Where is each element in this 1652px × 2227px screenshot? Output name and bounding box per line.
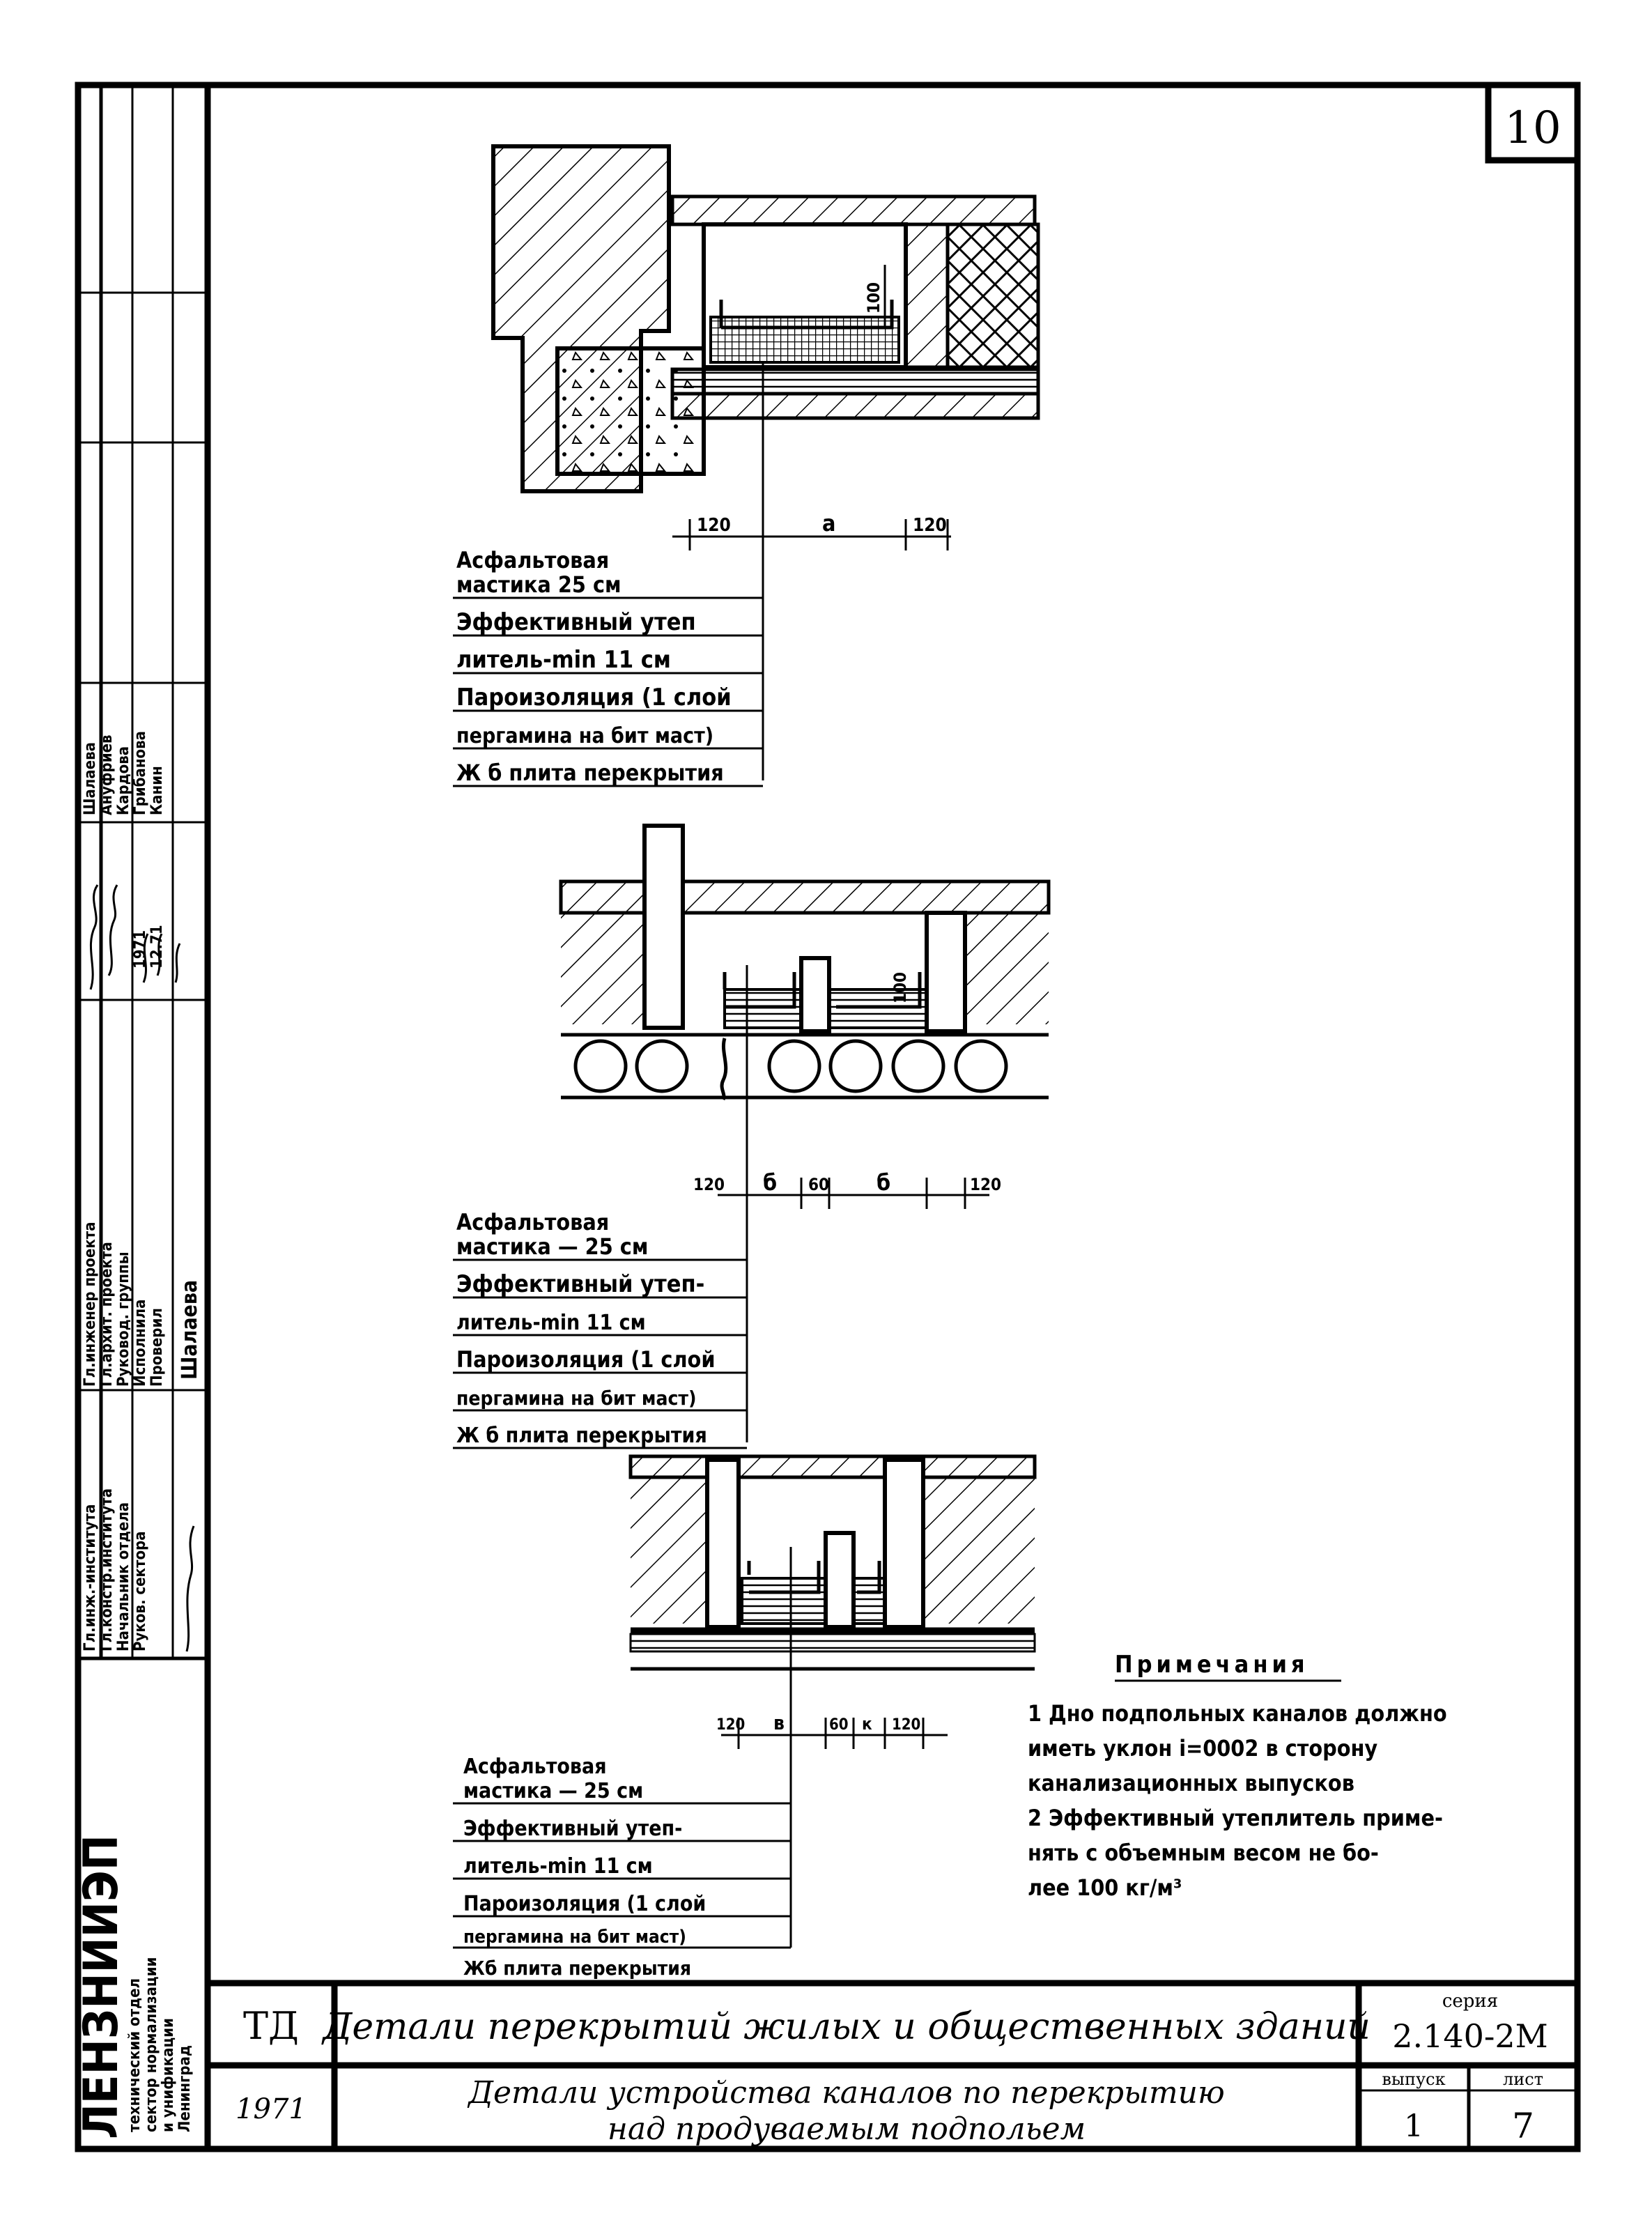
detail-1-layer-7: Ж б плита перекрытия xyxy=(456,760,724,786)
title-year: 1971 xyxy=(236,2093,307,2125)
notes-title: Примечания xyxy=(1115,1651,1309,1679)
role-mid-2: Руков. сектора xyxy=(132,1531,149,1651)
detail-3-layer-1: Асфальтовая xyxy=(463,1755,607,1779)
title-line-1: Детали перекрытий жилых и общественных зданий xyxy=(323,2006,1371,2048)
detail-3-dim-4: к xyxy=(862,1714,872,1734)
detail-2-dim-5: 120 xyxy=(970,1175,1002,1194)
detail-3-drawing xyxy=(453,1456,1035,1980)
detail-2-layer-4: литель-min 11 см xyxy=(456,1311,646,1335)
issue-value: 1 xyxy=(1404,2109,1423,2144)
series-label: серия xyxy=(1442,1991,1499,2012)
detail-1-layer-1: Асфальтовая xyxy=(456,547,610,573)
org-sub-3: и унификации xyxy=(160,2018,177,2132)
detail-3-layer-4: литель-min 11 см xyxy=(463,1854,653,1879)
detail-1-dims xyxy=(672,510,951,550)
detail-2-dim-3: 60 xyxy=(808,1175,830,1194)
detail-3-dim-3: 60 xyxy=(829,1716,849,1734)
role-low-5: Проверил xyxy=(148,1308,166,1387)
detail-3-layer-3: Эффективный утеп- xyxy=(463,1817,683,1841)
notes-line-2: иметь уклон i=0002 в сторону xyxy=(1028,1735,1378,1762)
name-1: Шалаева xyxy=(82,742,99,815)
detail-2-layer-2: мастика — 25 см xyxy=(456,1233,649,1260)
detail-1-layer-3: Эффективный утеп xyxy=(456,608,696,636)
title-line-2a: Детали устройства каналов по перекрытию xyxy=(468,2075,1225,2111)
series-value: 2.140-2М xyxy=(1392,2017,1548,2055)
title-block xyxy=(208,1983,1577,2149)
detail-3-dims xyxy=(716,1711,948,1749)
role-mid-1: Начальник отдела xyxy=(115,1502,132,1651)
detail-3-layer-2: мастика — 25 см xyxy=(463,1779,644,1803)
org-sub-2: сектор нормализации xyxy=(143,1957,160,2132)
detail-1-layer-6: пергамина на бит маст) xyxy=(456,724,714,748)
detail-1-layer-callout xyxy=(453,530,763,786)
detail-1-dim-1: 120 xyxy=(697,515,731,536)
detail-3-layer-7: Жб плита перекрытия xyxy=(463,1957,692,1980)
detail-1-dim-2: a xyxy=(822,510,836,537)
detail-3-dim-5: 120 xyxy=(892,1716,921,1734)
detail-2-layer-3: Эффективный утеп- xyxy=(456,1270,705,1298)
detail-2-dim-2: б xyxy=(763,1169,778,1196)
role-low-2: Гл.архит. проекта xyxy=(98,1242,116,1387)
detail-2-dim-4: б xyxy=(877,1169,891,1196)
detail-3-layer-callout xyxy=(453,1714,791,1980)
org-main: ЛЕНЗНИИЭП xyxy=(74,1835,129,2139)
title-code: ТД xyxy=(243,2004,299,2048)
issue-label: выпуск xyxy=(1382,2070,1446,2089)
name-4: Грибанова xyxy=(132,731,149,815)
detail-3-dim-1: 120 xyxy=(716,1716,746,1734)
detail-1-dim-3: 120 xyxy=(913,515,947,536)
title-line-2b: над продуваемым подпольем xyxy=(607,2111,1086,2147)
detail-2-layer-5: Пароизоляция (1 слой xyxy=(456,1346,716,1373)
detail-3-layer-6: пергамина на бит маст) xyxy=(463,1927,686,1948)
sheet-value: 7 xyxy=(1512,2106,1534,2146)
org-sub-1: технический отдел xyxy=(126,1978,144,2132)
role-top-2: Гл.констр.института xyxy=(98,1488,116,1651)
detail-1-layer-2: мастика 25 см xyxy=(456,571,622,598)
stamp-date-2: 12.71 xyxy=(148,925,166,969)
role-low-3: Руковод. группы xyxy=(115,1251,132,1387)
detail-1-drawing xyxy=(453,146,1038,786)
detail-2-drawing xyxy=(453,826,1049,1448)
detail-3-dim-2: в xyxy=(773,1711,785,1734)
detail-3-layer-5: Пароизоляция (1 слой xyxy=(463,1892,707,1916)
signature-scribble xyxy=(187,1526,194,1651)
role-low-4: Исполнила xyxy=(132,1299,149,1387)
detail-1-dim-100: 100 xyxy=(864,282,883,314)
detail-2-dim-100: 100 xyxy=(890,971,910,1003)
notes-line-4: 2 Эффективный утеплитель приме- xyxy=(1028,1805,1443,1831)
org-sub-4: Ленинград xyxy=(176,2045,194,2132)
sheet-label: лист xyxy=(1503,2070,1543,2089)
notes-line-6: лее 100 кг/м³ xyxy=(1028,1874,1182,1901)
name-5: Канин xyxy=(148,766,166,815)
side-stamp xyxy=(74,85,208,2139)
name-2: Ануфриев xyxy=(98,734,116,815)
role-top-1: Гл.инж.-института xyxy=(82,1504,99,1651)
name-3: Кардова xyxy=(115,746,132,815)
detail-1-layer-5: Пароизоляция (1 слой xyxy=(456,684,732,711)
notes-line-3: канализационных выпусков xyxy=(1028,1770,1354,1796)
role-low-1: Гл.инженер проекта xyxy=(82,1222,99,1387)
sheet-number-box xyxy=(1488,85,1577,160)
stamp-date-1: 1971 xyxy=(132,930,149,969)
detail-2-layer-7: Ж б плита перекрытия xyxy=(456,1424,707,1448)
notes-line-5: нять с объемным весом не бо- xyxy=(1028,1840,1379,1866)
notes-block xyxy=(1028,1651,1447,1901)
detail-2-layer-1: Асфальтовая xyxy=(456,1209,610,1235)
signature-mid: Шалаева xyxy=(178,1279,202,1380)
detail-2-layer-6: пергамина на бит маст) xyxy=(456,1387,697,1410)
detail-2-dims xyxy=(693,1169,1001,1209)
notes-line-1: 1 Дно подпольных каналов должно xyxy=(1028,1700,1447,1727)
detail-2-dim-1: 120 xyxy=(693,1175,725,1194)
detail-1-layer-4: литель-min 11 см xyxy=(456,646,671,674)
sheet-number: 10 xyxy=(1504,102,1561,154)
